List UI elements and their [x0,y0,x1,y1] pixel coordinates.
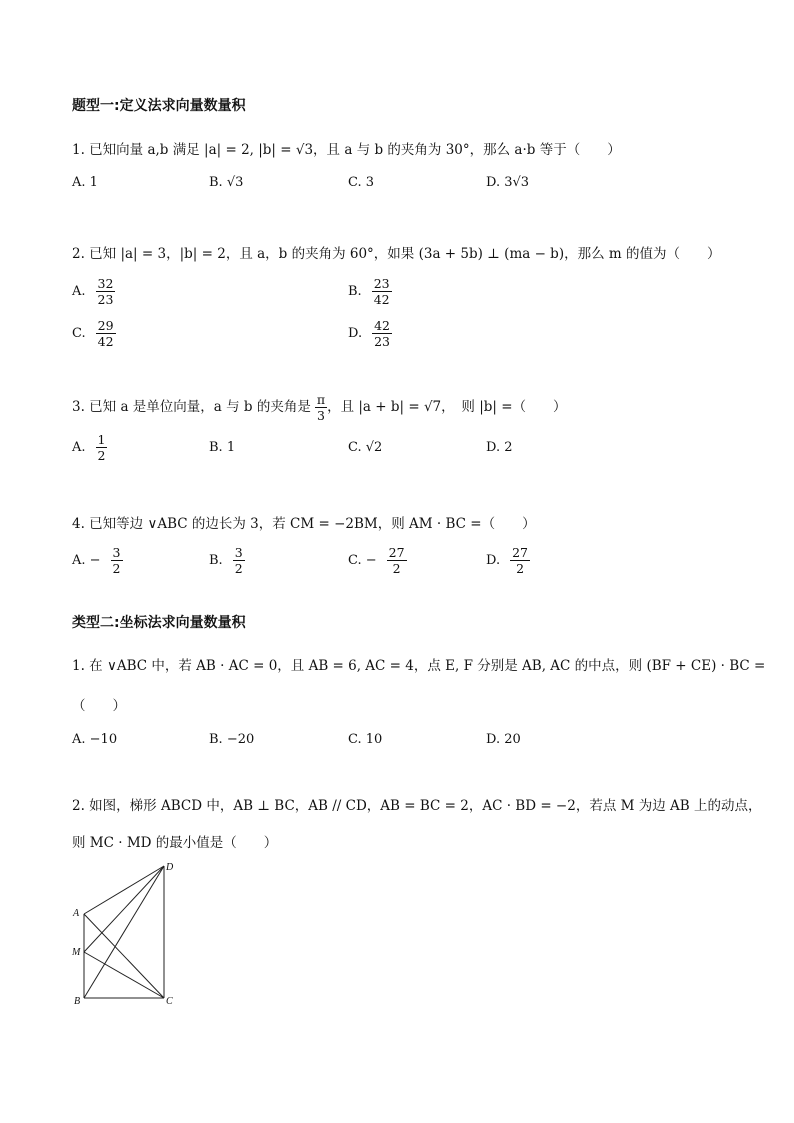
option-d: D. $\frac{27}{2}$ [486,545,528,576]
question-2-stem: 2. 如图，梯形 ABCD 中，AB ⊥ BC，AB // CD，AB = BC = 2，AC · BD = −2，若点 M 为边 AB 上的动点， [72,798,762,814]
segment-md [84,866,164,952]
vertex-label-m: M [72,947,81,958]
vertex-label-a: A [73,908,80,919]
option-c: C. 3 [348,175,375,190]
segment-mc [84,952,164,998]
diagonal-ac [84,914,164,998]
option-c: C. 10 [348,732,383,747]
option-d: D. $\frac{42}{23}$ [348,318,390,349]
vertex-label-b: B [74,996,81,1006]
question-1-stem: 1. 在 ∨ABC 中，若 AB · AC = 0，且 AB = 6, AC = 4，点 E, F 分别是 AB, AC 的中点，则 (BF + CE) · BC = [72,658,766,674]
question-4-stem: 4. 已知等边 ∨ABC 的边长为 3，若 CM = −2BM，则 AM · BC =（ ） [72,516,536,532]
option-b: B. $\frac{3}{2}$ [209,545,243,576]
question-2-stem: 2. 已知 |a| = 3，|b| = 2，且 a，b 的夹角为 60°，如果 (3a + 5b) ⊥ (ma − b)，那么 m 的值为（ ） [72,246,721,262]
option-d: D. 2 [486,440,513,455]
diagonal-bd [84,866,164,998]
question-1-stem-continued: （ ） [72,698,126,714]
option-a: A. −10 [72,732,118,747]
option-a: A. $\frac{1}{2}$ [72,432,106,463]
option-b: B. √3 [209,175,244,190]
option-a: A. − $\frac{3}{2}$ [72,545,121,576]
vertex-label-c: C [166,996,173,1006]
option-d: D. 20 [486,732,521,747]
question-2-stem-continued: 则 MC · MD 的最小值是（ ） [72,835,278,851]
section-title: 类型二:坐标法求向量数量积 [72,615,246,631]
question-1-stem: 1. 已知向量 a,b 满足 |a| = 2, |b| = √3，且 a 与 b 的夹角为 30°，那么 a·b 等于（ ） [72,142,621,158]
option-c: C. $\frac{29}{42}$ [72,318,114,349]
vertex-label-d: D [166,862,174,873]
option-a: A. $\frac{32}{23}$ [72,276,114,307]
option-b: B. −20 [209,732,255,747]
option-c: C. − $\frac{27}{2}$ [348,545,405,576]
edge-da [84,866,164,914]
option-d: D. 3√3 [486,175,530,190]
trapezoid-figure [70,858,180,1006]
question-3-stem: 3. 已知 a 是单位向量，a 与 b 的夹角是 $\frac{\pi}{3}$ ，且 |a + b| = √7， 则 |b| =（ ） [72,392,567,423]
option-b: B. $\frac{23}{42}$ [348,276,390,307]
option-a: A. 1 [72,175,98,190]
option-b: B. 1 [209,440,236,455]
section-title: 题型一:定义法求向量数量积 [72,98,246,114]
option-c: C. √2 [348,440,383,455]
